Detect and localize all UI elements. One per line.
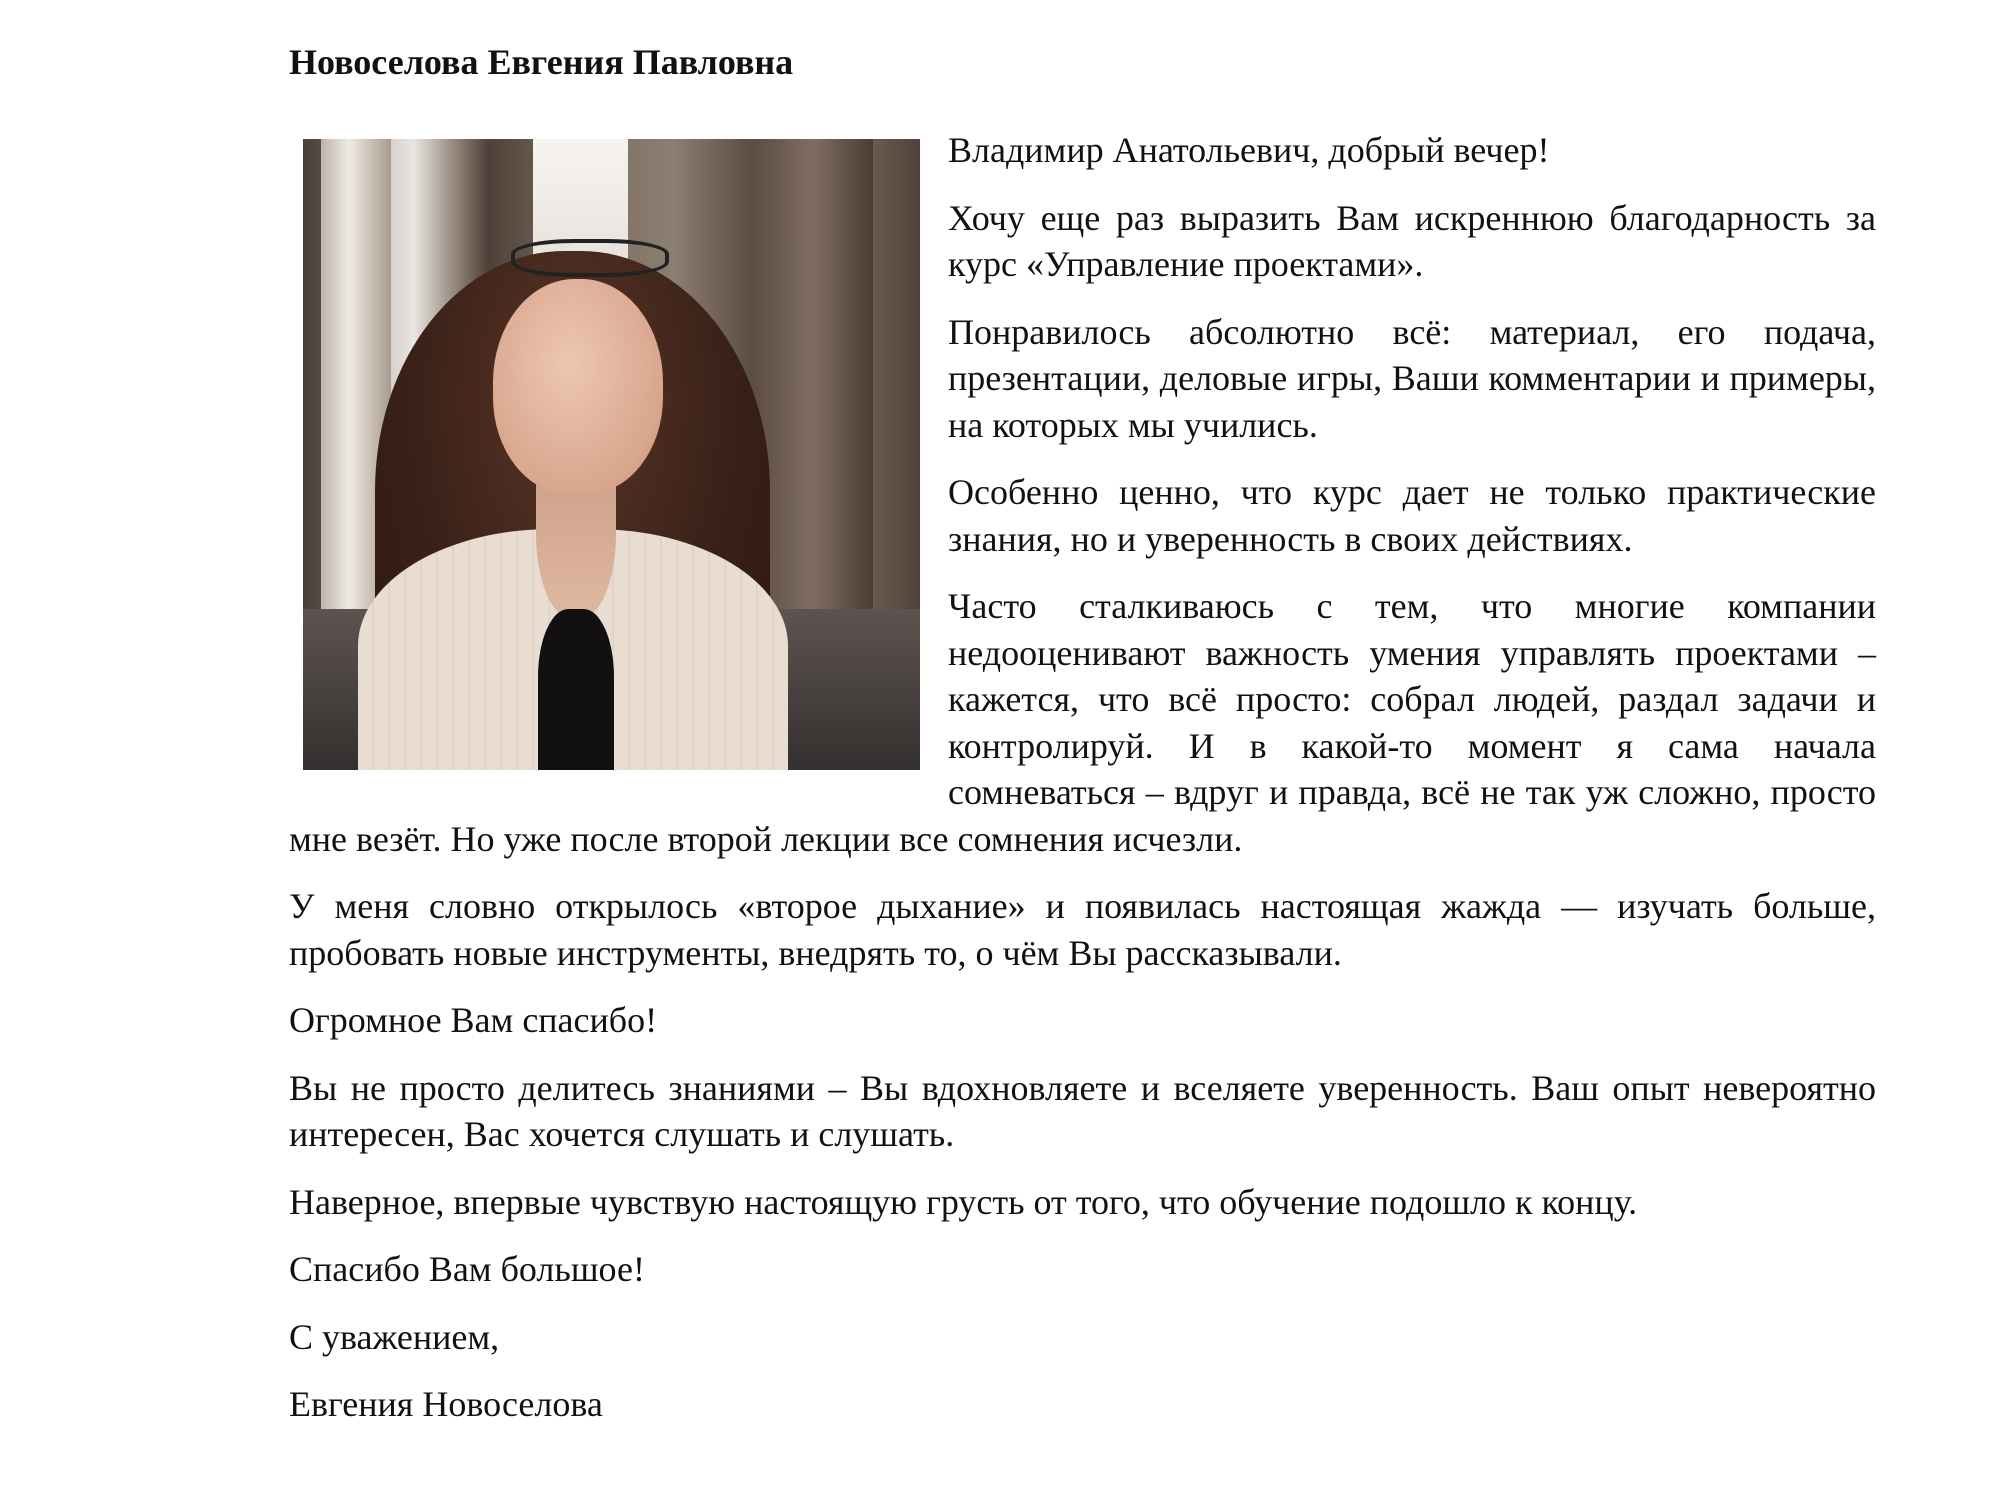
thank-you-paragraph: Спасибо Вам большое! [289,1249,645,1289]
photo-face [493,279,663,494]
sadness-paragraph: Наверное, впервые чувствую настоящую грусть от того, что обучение подошло к концу. [289,1181,1638,1222]
portrait-photo [303,139,920,770]
photo-top [538,609,614,770]
value-paragraph: Особенно ценно, что курс дает не только практические знания, но и уверенность в своих действиях. [948,472,1876,559]
signature-paragraph: Евгения Новоселова [289,1384,603,1424]
closing-paragraph: С уважением, [289,1316,500,1357]
inspiration-paragraph: Вы не просто делитесь знаниями – Вы вдохновляете и вселяете уверенность. Ваш опыт невероятно интересен, Вас хочется слушать и слушать. [289,1067,1876,1154]
thanks-paragraph: Огромное Вам спасибо! [289,1000,658,1040]
letter-body [289,127,1876,1449]
author-name-heading: Новоселова Евгения Павловна [289,42,794,82]
greeting-paragraph: Владимир Анатольевич, добрый вечер! [948,130,1550,170]
liked-everything-paragraph: Понравилось абсолютно всё: материал, его подача, презентации, деловые игры, Ваши комментарии и примеры, на которых мы учились. [948,311,1876,445]
doubts-paragraph: Часто сталкиваюсь с тем, что многие компании недооценивают важность умения управлять проектами – кажется, что всё просто: собрал людей, раздал задачи и контролируй. И в какой-то момент я сама начала сомневаться – вдруг и правда, всё не так уж сложно, просто мне везёт. Но уже после второй лекции все сомнения исчезли. [289,586,1876,859]
photo-sunglasses [511,239,669,277]
second-wind-paragraph: У меня словно открылось «второе дыхание» и появилась настоящая жажда — изучать больше, пробовать новые инструменты, внедрять то, о чём Вы рассказывали. [289,886,1876,973]
gratitude-paragraph: Хочу еще раз выразить Вам искреннюю благодарность за курс «Управление проектами». [948,197,1876,284]
